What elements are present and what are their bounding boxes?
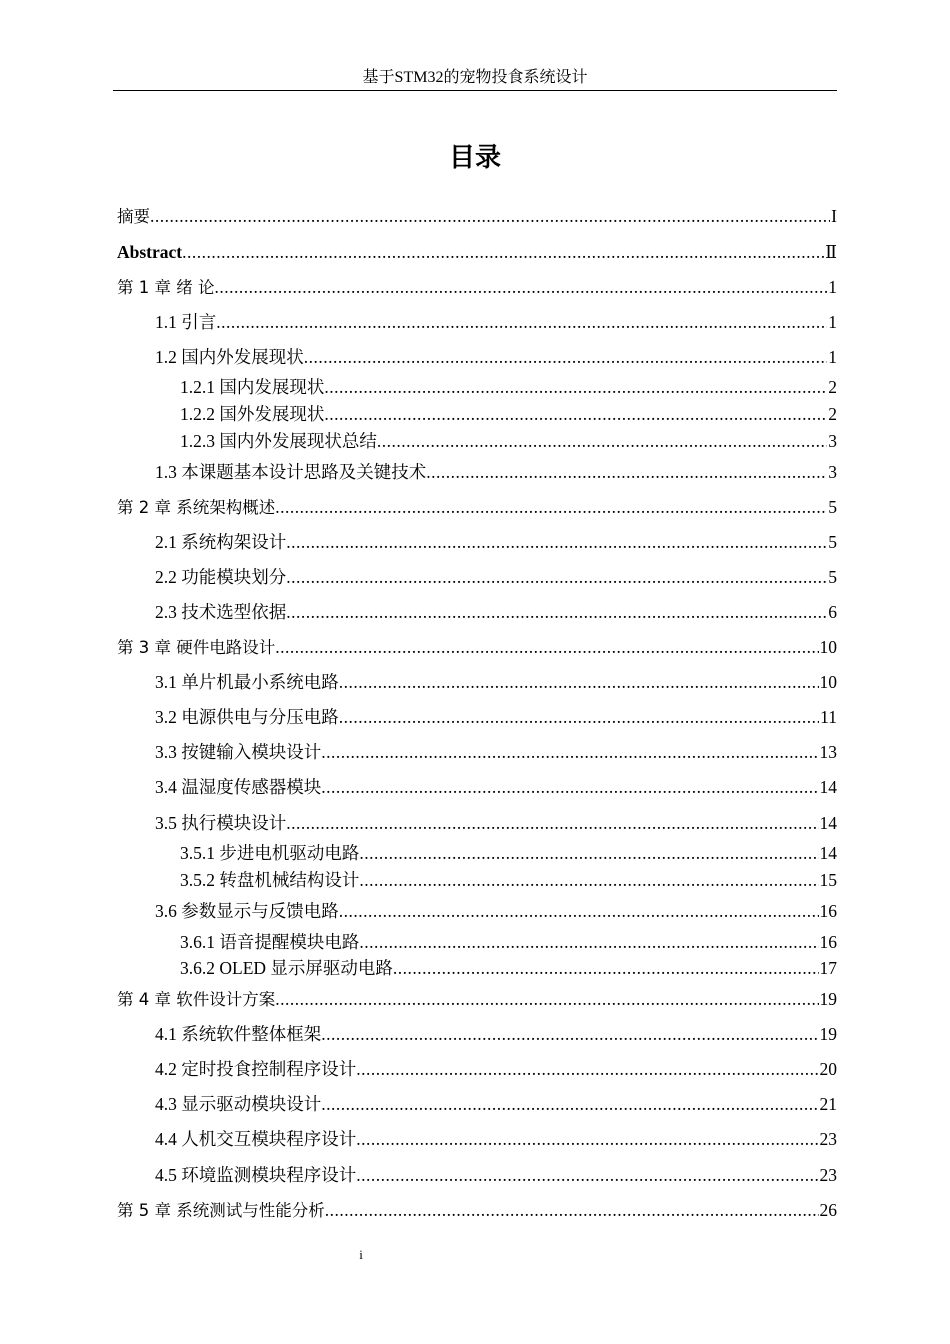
toc-entry[interactable] bbox=[155, 345, 837, 369]
toc-entry-page: 20 bbox=[819, 1059, 837, 1079]
toc-entry-label: 3.5 执行模块设计 bbox=[155, 813, 287, 833]
toc-entry-page: 3 bbox=[828, 462, 837, 482]
dot-leader bbox=[359, 841, 818, 865]
toc-entry-label: 4.3 显示驱动模块设计 bbox=[155, 1094, 322, 1114]
toc-entry[interactable] bbox=[155, 775, 837, 799]
running-header: 基于STM32的宠物投食系统设计 bbox=[362, 69, 588, 86]
toc-entry-label: 4.4 人机交互模块程序设计 bbox=[155, 1129, 357, 1149]
dot-leader bbox=[356, 1127, 818, 1151]
toc-entry-label: 3.5.2 转盘机械结构设计 bbox=[180, 870, 360, 890]
toc-entry-page: 17 bbox=[819, 958, 837, 978]
toc-entry-page: 2 bbox=[828, 404, 837, 424]
toc-entry[interactable] bbox=[117, 204, 837, 229]
toc-entry[interactable] bbox=[180, 956, 837, 980]
toc-entry-page: 16 bbox=[819, 901, 837, 921]
toc-entry-label: 摘要 bbox=[117, 207, 150, 226]
toc-entry[interactable] bbox=[155, 705, 837, 729]
dot-leader bbox=[286, 811, 818, 835]
toc-entry[interactable] bbox=[155, 670, 837, 694]
toc-entry-page: 6 bbox=[828, 602, 837, 622]
dot-leader bbox=[426, 460, 827, 484]
toc-entry-page: 2 bbox=[828, 377, 837, 397]
toc-entry[interactable] bbox=[180, 841, 837, 865]
toc-entry-page: 3 bbox=[828, 431, 837, 451]
dot-leader bbox=[339, 899, 819, 923]
toc-entry[interactable] bbox=[155, 1163, 837, 1187]
toc-entry-label: 2.2 功能模块划分 bbox=[155, 567, 287, 587]
toc-entry[interactable] bbox=[155, 310, 837, 334]
toc-entry-label: 1.1 引言 bbox=[155, 312, 217, 332]
toc-entry-page: 13 bbox=[819, 742, 837, 762]
toc-entry[interactable] bbox=[117, 495, 837, 520]
toc-entry-label: 2.1 系统构架设计 bbox=[155, 532, 287, 552]
dot-leader bbox=[286, 600, 827, 624]
toc-entry[interactable] bbox=[180, 930, 837, 954]
toc-entry-label: 3.4 温湿度传感器模块 bbox=[155, 777, 322, 797]
toc-entry[interactable] bbox=[180, 402, 837, 426]
toc-entry[interactable] bbox=[155, 740, 837, 764]
toc-entry-page: 1 bbox=[828, 277, 837, 297]
toc-entry-label: 4.2 定时投食控制程序设计 bbox=[155, 1059, 357, 1079]
toc-entry-label: 第 2 章 系统架构概述 bbox=[117, 498, 276, 517]
toc-entry[interactable] bbox=[117, 635, 837, 660]
toc-entry-page: 19 bbox=[819, 989, 837, 1009]
dot-leader bbox=[359, 868, 818, 892]
dot-leader bbox=[325, 1198, 819, 1222]
dot-leader bbox=[150, 204, 830, 228]
toc-entry-page: 11 bbox=[820, 707, 837, 727]
toc-entry-label: 第 4 章 软件设计方案 bbox=[117, 990, 276, 1009]
toc-entry-page: Ⅱ bbox=[825, 242, 837, 262]
page-number: i bbox=[359, 1247, 363, 1262]
toc-entry-page: 14 bbox=[819, 843, 837, 863]
toc-entry-page: 5 bbox=[828, 497, 837, 517]
toc-entry-label: 2.3 技术选型依据 bbox=[155, 602, 287, 622]
toc-entry-label: 3.1 单片机最小系统电路 bbox=[155, 672, 339, 692]
toc-entry-page: 14 bbox=[819, 777, 837, 797]
dot-leader bbox=[321, 740, 818, 764]
toc-entry[interactable] bbox=[155, 1127, 837, 1151]
dot-leader bbox=[324, 375, 827, 399]
toc-entry[interactable] bbox=[117, 1198, 837, 1223]
toc-entry-label: 3.6.2 OLED 显示屏驱动电路 bbox=[180, 958, 393, 978]
toc-entry[interactable] bbox=[180, 868, 837, 892]
dot-leader bbox=[377, 429, 827, 453]
dot-leader bbox=[216, 310, 827, 334]
toc-entry-page: 14 bbox=[819, 813, 837, 833]
toc-entry-page: 10 bbox=[819, 637, 837, 657]
toc-entry-label: 1.2.1 国内发展现状 bbox=[180, 377, 325, 397]
toc-entry-label: 3.5.1 步进电机驱动电路 bbox=[180, 843, 360, 863]
toc-entry-page: 26 bbox=[819, 1200, 837, 1220]
header-rule bbox=[113, 90, 837, 91]
toc-entry[interactable] bbox=[155, 530, 837, 554]
toc-entry[interactable] bbox=[180, 429, 837, 453]
toc-entry[interactable] bbox=[155, 1092, 837, 1116]
dot-leader bbox=[324, 402, 827, 426]
toc-entry-label: 3.6 参数显示与反馈电路 bbox=[155, 901, 339, 921]
dot-leader bbox=[182, 240, 824, 264]
toc-entry-page: 23 bbox=[819, 1129, 837, 1149]
toc-entry-label: Abstract bbox=[117, 242, 183, 262]
toc-entry-label: 1.2.3 国内外发展现状总结 bbox=[180, 431, 377, 451]
toc-entry[interactable] bbox=[155, 811, 837, 835]
dot-leader bbox=[275, 635, 818, 659]
dot-leader bbox=[321, 1022, 818, 1046]
toc-entry-page: 21 bbox=[819, 1094, 837, 1114]
dot-leader bbox=[321, 1092, 818, 1116]
toc-title: 目录 bbox=[448, 143, 501, 173]
toc-entry-page: 5 bbox=[828, 567, 837, 587]
toc-entry[interactable] bbox=[117, 987, 837, 1012]
toc-entry-label: 3.3 按键输入模块设计 bbox=[155, 742, 322, 762]
dot-leader bbox=[321, 775, 818, 799]
toc-entry[interactable] bbox=[155, 1057, 837, 1081]
toc-entry-page: I bbox=[831, 206, 837, 226]
toc-entry[interactable] bbox=[155, 565, 837, 589]
dot-leader bbox=[356, 1057, 818, 1081]
toc-entry[interactable] bbox=[155, 1022, 837, 1046]
toc-entry-label: 3.6.1 语音提醒模块电路 bbox=[180, 932, 360, 952]
dot-leader bbox=[359, 930, 818, 954]
dot-leader bbox=[286, 530, 827, 554]
toc-entry[interactable] bbox=[155, 460, 837, 484]
toc-entry-page: 19 bbox=[819, 1024, 837, 1044]
toc-entry-label: 3.2 电源供电与分压电路 bbox=[155, 707, 339, 727]
toc-entry-page: 1 bbox=[828, 347, 837, 367]
toc-entry-page: 10 bbox=[819, 672, 837, 692]
dot-leader bbox=[339, 670, 819, 694]
toc-entry[interactable] bbox=[180, 375, 837, 399]
toc-entry[interactable] bbox=[155, 600, 837, 624]
dot-leader bbox=[275, 987, 818, 1011]
dot-leader bbox=[304, 345, 828, 369]
toc-entry-label: 4.5 环境监测模块程序设计 bbox=[155, 1165, 357, 1185]
toc-entry-label: 第 5 章 系统测试与性能分析 bbox=[117, 1201, 325, 1220]
toc-entry-page: 15 bbox=[819, 870, 837, 890]
toc-entry-label: 1.3 本课题基本设计思路及关键技术 bbox=[155, 462, 427, 482]
dot-leader bbox=[275, 495, 827, 519]
toc-entry-page: 16 bbox=[819, 932, 837, 952]
toc-entry-label: 4.1 系统软件整体框架 bbox=[155, 1024, 322, 1044]
toc-entry-label: 第 1 章 绪 论 bbox=[117, 278, 215, 297]
dot-leader bbox=[356, 1163, 818, 1187]
dot-leader bbox=[339, 705, 819, 729]
toc-entry-page: 1 bbox=[828, 312, 837, 332]
toc-entry[interactable] bbox=[117, 240, 837, 264]
toc-entry-label: 1.2.2 国外发展现状 bbox=[180, 404, 325, 424]
toc-entry[interactable] bbox=[117, 275, 837, 300]
dot-leader bbox=[286, 565, 827, 589]
toc-entry-label: 第 3 章 硬件电路设计 bbox=[117, 638, 276, 657]
dot-leader bbox=[393, 956, 819, 980]
toc-entry-page: 23 bbox=[819, 1165, 837, 1185]
toc-entry[interactable] bbox=[155, 899, 837, 923]
toc-entry-page: 5 bbox=[828, 532, 837, 552]
toc-entry-label: 1.2 国内外发展现状 bbox=[155, 347, 304, 367]
dot-leader bbox=[214, 275, 827, 299]
